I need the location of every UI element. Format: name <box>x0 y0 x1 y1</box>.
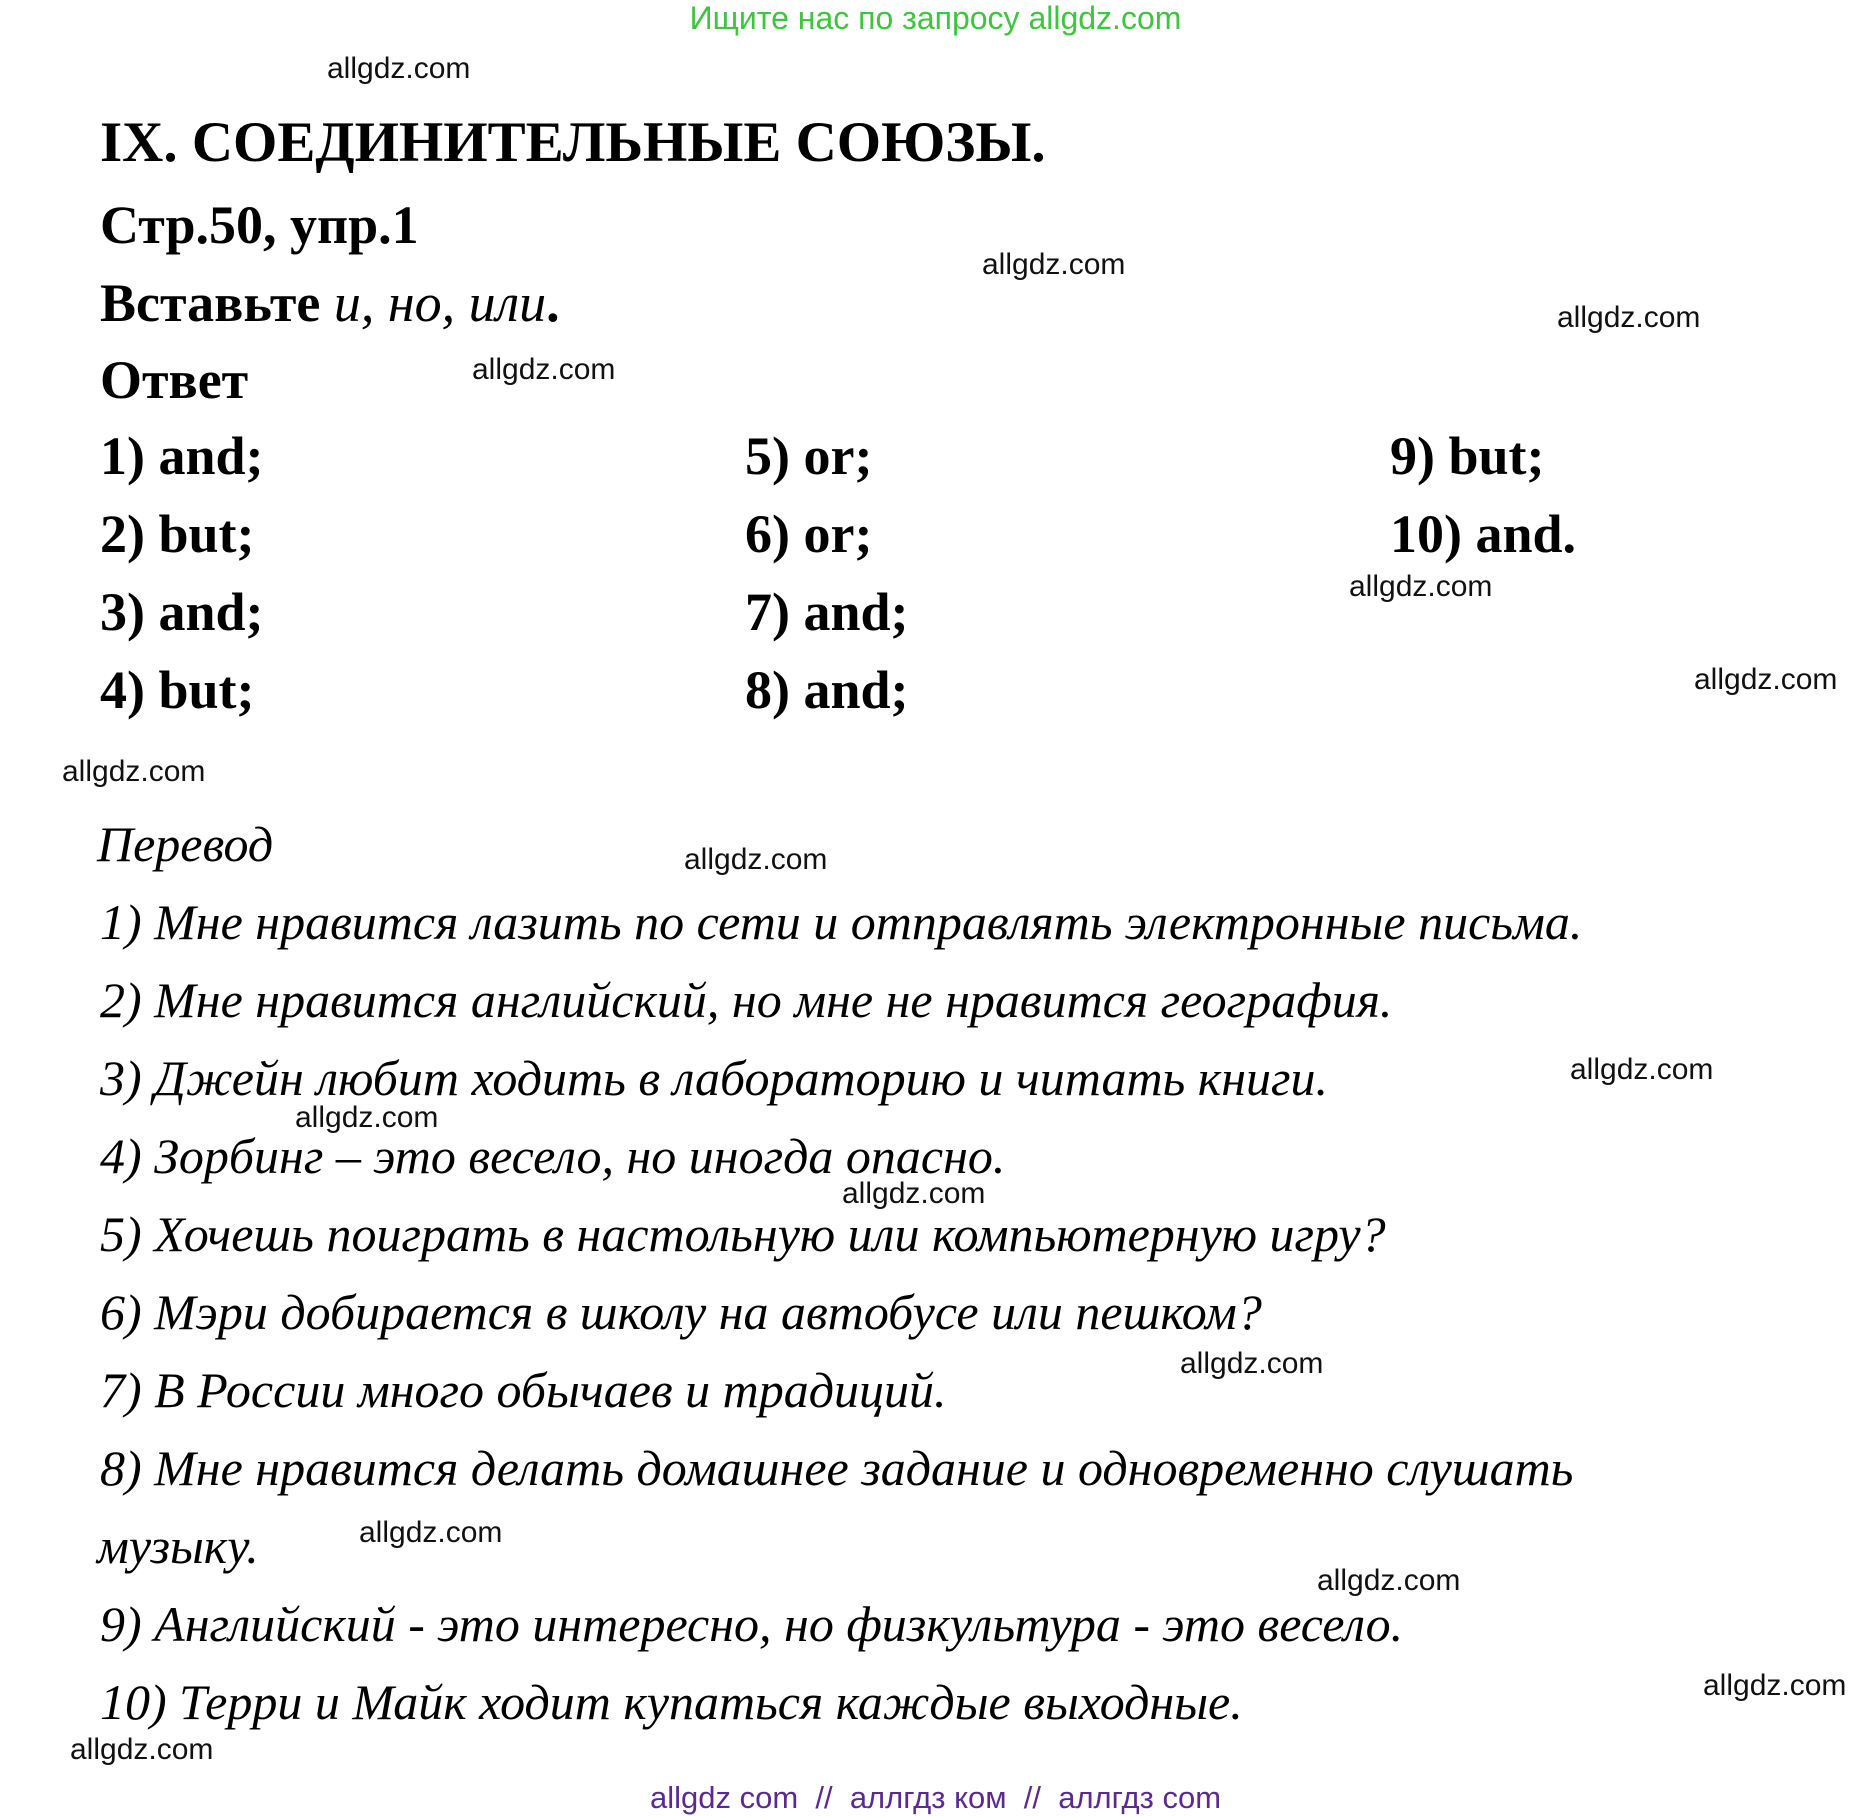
answer-item: 3) and; <box>100 582 264 642</box>
translation-line: 10) Терри и Майк ходит купаться каждые выходные. <box>100 1674 1243 1730</box>
translation-line: 1) Мне нравится лазить по сети и отправлять электронные письма. <box>100 894 1583 950</box>
watermark: allgdz.com <box>1694 663 1838 696</box>
top-banner: Ищите нас по запросу allgdz.com <box>689 0 1182 36</box>
answer-item: 6) or; <box>745 504 873 564</box>
instruction-words: и, но, или <box>333 273 547 333</box>
footer-links: allgdz com // аллгдз ком // аллгдз com <box>649 1780 1222 1815</box>
watermark: allgdz.com <box>472 353 616 386</box>
watermark: allgdz.com <box>295 1101 439 1134</box>
instruction-lead: Вставьте <box>100 273 334 333</box>
translation-line: 8) Мне нравится делать домашнее задание и одновременно слушать <box>100 1440 1574 1496</box>
translation-line: 4) Зорбинг – это весело, но иногда опасно. <box>100 1128 1006 1184</box>
answer-heading: Ответ <box>100 350 249 410</box>
watermark: allgdz.com <box>982 248 1126 281</box>
watermark: allgdz.com <box>1349 570 1493 603</box>
translation-line: 2) Мне нравится английский, но мне не нравится география. <box>100 972 1393 1028</box>
translation-line: 3) Джейн любит ходить в лабораторию и читать книги. <box>100 1050 1329 1106</box>
watermark: allgdz.com <box>1703 1669 1847 1702</box>
translation-heading: Перевод <box>97 816 274 872</box>
translation-line: 6) Мэри добирается в школу на автобусе или пешком? <box>100 1284 1262 1340</box>
translation-line: 7) В России много обычаев и традиций. <box>100 1362 947 1418</box>
translation-line: 9) Английский - это интересно, но физкультура - это весело. <box>100 1596 1404 1652</box>
section-title: IX. СОЕДИНИТЕЛЬНЫЕ СОЮЗЫ. <box>100 111 1046 174</box>
watermark: allgdz.com <box>70 1733 214 1766</box>
translation-line: музыку. <box>97 1518 259 1574</box>
watermark: allgdz.com <box>1180 1347 1324 1380</box>
answer-item: 5) or; <box>745 426 873 486</box>
watermark: allgdz.com <box>1570 1053 1714 1086</box>
exercise-instruction <box>100 272 560 334</box>
watermark: allgdz.com <box>1317 1564 1461 1597</box>
answer-item: 4) but; <box>100 660 255 720</box>
answer-item: 7) and; <box>745 582 909 642</box>
watermark: allgdz.com <box>1557 301 1701 334</box>
instruction-end: . <box>546 273 560 333</box>
watermark: allgdz.com <box>62 755 206 788</box>
answer-item: 1) and; <box>100 426 264 486</box>
answer-item: 8) and; <box>745 660 909 720</box>
watermark: allgdz.com <box>359 1516 503 1549</box>
answer-item: 9) but; <box>1390 426 1545 486</box>
answer-item: 10) and. <box>1390 504 1577 564</box>
translation-line: 5) Хочешь поиграть в настольную или компьютерную игру? <box>100 1206 1386 1262</box>
watermark: allgdz.com <box>684 843 828 876</box>
answer-item: 2) but; <box>100 504 255 564</box>
watermark: allgdz.com <box>327 52 471 85</box>
watermark: allgdz.com <box>842 1177 986 1210</box>
exercise-reference: Стр.50, упр.1 <box>100 195 419 255</box>
